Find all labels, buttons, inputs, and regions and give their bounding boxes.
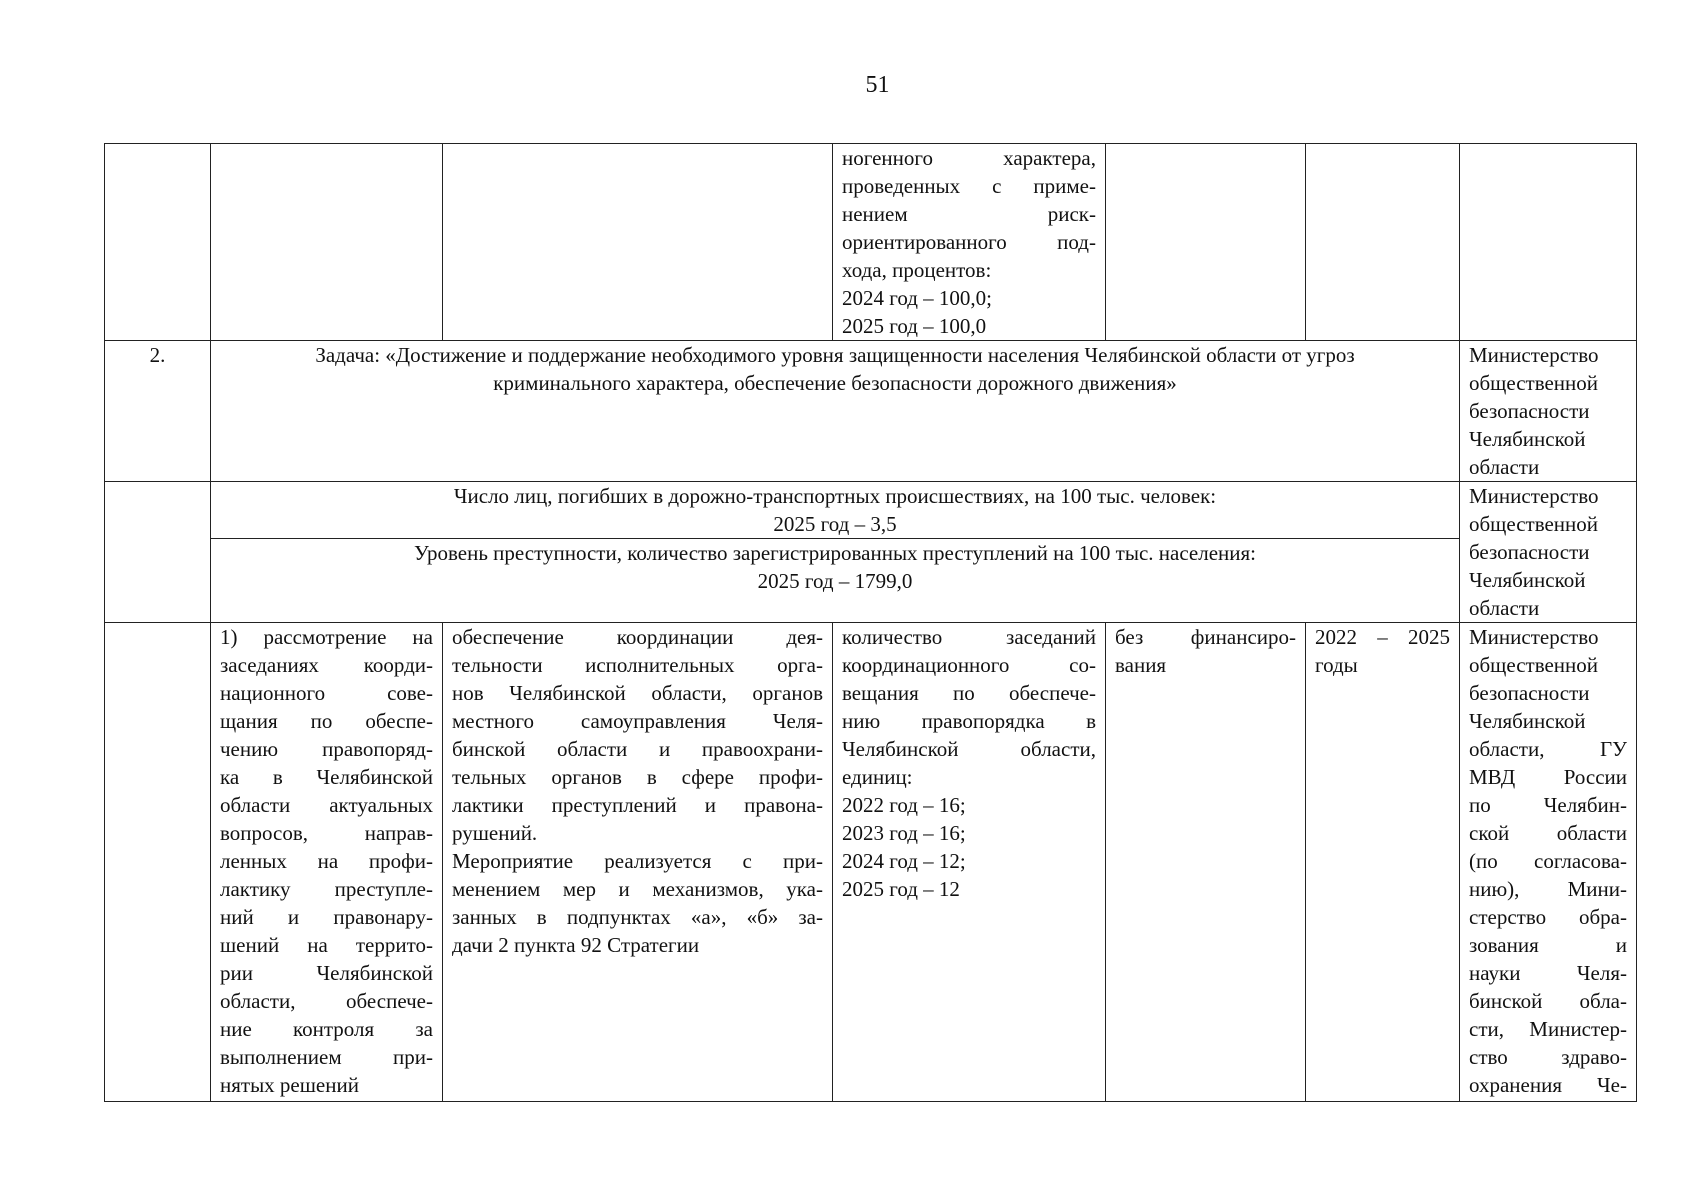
text-line: выполнением при-	[220, 1045, 433, 1069]
text-line: 2025 год – 3,5	[773, 512, 897, 536]
measure-responsible	[1460, 623, 1637, 1102]
measure-period	[1306, 623, 1460, 1102]
continuation-row	[105, 144, 1637, 341]
text-line: Мероприятие реализуется с при-	[452, 849, 823, 873]
text-line: вания	[1115, 653, 1167, 677]
text-line: 2024 год – 12;	[842, 849, 966, 873]
text-line: общественной	[1469, 371, 1599, 395]
text-line: 2024 год – 100,0;	[842, 286, 993, 310]
task-number: 2.	[105, 341, 211, 482]
text-line: годы	[1315, 653, 1358, 677]
text-line: МВД России	[1469, 765, 1627, 789]
cell-funding	[1106, 144, 1306, 341]
text-line: ний и правонару-	[220, 905, 433, 929]
text-line: обеспечение координации дея-	[452, 625, 823, 649]
text-line: вещания по обеспече-	[842, 681, 1096, 705]
text-line: единиц:	[842, 765, 913, 789]
measure-funding	[1106, 623, 1306, 1102]
text-line: области, обеспече-	[220, 989, 433, 1013]
task-responsible	[1460, 341, 1637, 482]
text-line: Задача: «Достижение и поддержание необходимого уровня защищенности населения Челябинской области от угроз	[315, 343, 1355, 367]
text-line: тельных органов в сфере профи-	[452, 765, 823, 789]
text-line: стерство обра-	[1469, 905, 1627, 929]
measure-text	[211, 623, 443, 1102]
text-line: области актуальных	[220, 793, 433, 817]
text-line: по Челябин-	[1469, 793, 1627, 817]
text-line: местного самоуправления Челя-	[452, 709, 823, 733]
text-line: тельности исполнительных орга-	[452, 653, 823, 677]
text-line: бинской обла-	[1469, 989, 1627, 1013]
indicator-text-1	[211, 482, 1460, 539]
text-line: национного сове-	[220, 681, 433, 705]
indicator-number-cell	[105, 482, 211, 623]
text-line: шений на террито-	[220, 933, 433, 957]
text-line: нию правопорядка в	[842, 709, 1096, 733]
text-line: 2022 год – 16;	[842, 793, 966, 817]
text-line: области	[1469, 596, 1540, 620]
text-line: рии Челябинской	[220, 961, 433, 985]
measure-indicator	[833, 623, 1106, 1102]
cell-measure	[211, 144, 443, 341]
text-line: ка в Челябинской	[220, 765, 433, 789]
text-line: безопасности	[1469, 540, 1590, 564]
task-row	[105, 341, 1637, 482]
text-line: Челябинской	[1469, 427, 1586, 451]
text-line: Число лиц, погибших в дорожно-транспортных происшествиях, на 100 тыс. человек:	[453, 484, 1217, 508]
text-line: области	[1469, 455, 1540, 479]
text-line: проведенных с приме-	[842, 174, 1096, 198]
text-line: нов Челябинской области, органов	[452, 681, 823, 705]
text-line: нением риск-	[842, 202, 1096, 226]
measure-result	[443, 623, 833, 1102]
cell-number	[105, 144, 211, 341]
text-line: координационного со-	[842, 653, 1096, 677]
text-line: Челябинской	[1469, 709, 1586, 733]
text-line: нятых решений	[220, 1073, 359, 1097]
text-line: общественной	[1469, 512, 1599, 536]
text-line: щания по обеспе-	[220, 709, 433, 733]
text-line: области, ГУ	[1469, 737, 1627, 761]
text-line: нию), Мини-	[1469, 877, 1627, 901]
text-line: ленных на профи-	[220, 849, 433, 873]
text-line: Министерство	[1469, 343, 1599, 367]
text-line: 2023 год – 16;	[842, 821, 966, 845]
text-line: 2025 год – 100,0	[842, 314, 987, 338]
text-line: хода, процентов:	[842, 258, 992, 282]
text-line: чению правопоряд-	[220, 737, 433, 761]
text-line: Челябинской	[1469, 568, 1586, 592]
text-line: вопросов, направ-	[220, 821, 433, 845]
cell-indicator	[833, 144, 1106, 341]
text-line: дачи 2 пункта 92 Стратегии	[452, 933, 700, 957]
indicator-row-1	[105, 482, 1637, 539]
text-line: Уровень преступности, количество зарегистрированных преступлений на 100 тыс. населения:	[413, 541, 1257, 565]
text-line: количество заседаний	[842, 625, 1096, 649]
measure-number	[105, 623, 211, 1102]
indicator-row-2	[105, 539, 1637, 623]
text-line: криминального характера, обеспечение безопасности дорожного движения»	[493, 371, 1177, 395]
indicator-responsible	[1460, 482, 1637, 623]
text-line: занных в подпунктах «а», «б» за-	[452, 905, 823, 929]
text-line: охранения Че-	[1469, 1073, 1627, 1097]
text-line: лактики преступлений и правона-	[452, 793, 823, 817]
text-line: 2025 год – 12	[842, 877, 960, 901]
text-line: ской области	[1469, 821, 1627, 845]
measure-row	[105, 623, 1637, 1102]
text-line: ногенного характера,	[842, 146, 1096, 170]
task-text	[211, 341, 1460, 482]
indicator-text-2	[211, 539, 1460, 623]
text-line: 2022 – 2025	[1315, 625, 1450, 649]
cell-period	[1306, 144, 1460, 341]
measures-table	[104, 143, 1637, 1102]
text-line: бинской области и правоохрани-	[452, 737, 823, 761]
page-number: 51	[865, 72, 890, 98]
cell-responsible	[1460, 144, 1637, 341]
text-line: науки Челя-	[1469, 961, 1627, 985]
text-line: общественной	[1469, 653, 1599, 677]
text-line: безопасности	[1469, 399, 1590, 423]
text-line: Министерство	[1469, 484, 1599, 508]
text-line: лактику преступле-	[220, 877, 433, 901]
text-line: менением мер и механизмов, ука-	[452, 877, 823, 901]
text-line: 2025 год – 1799,0	[757, 569, 913, 593]
text-line: без финансиро-	[1115, 625, 1296, 649]
text-line: заседаниях коорди-	[220, 653, 433, 677]
text-line: рушений.	[452, 821, 538, 845]
text-line: 1) рассмотрение на	[220, 625, 433, 649]
text-line: ориентированного под-	[842, 230, 1096, 254]
text-line: безопасности	[1469, 681, 1590, 705]
text-line: Челябинской области,	[842, 737, 1096, 761]
text-line: ние контроля за	[220, 1017, 433, 1041]
text-line: ство здраво-	[1469, 1045, 1627, 1069]
text-line: зования и	[1469, 933, 1627, 957]
text-line: (по согласова-	[1469, 849, 1627, 873]
text-line: сти, Министер-	[1469, 1017, 1627, 1041]
cell-result	[443, 144, 833, 341]
text-line: Министерство	[1469, 625, 1599, 649]
